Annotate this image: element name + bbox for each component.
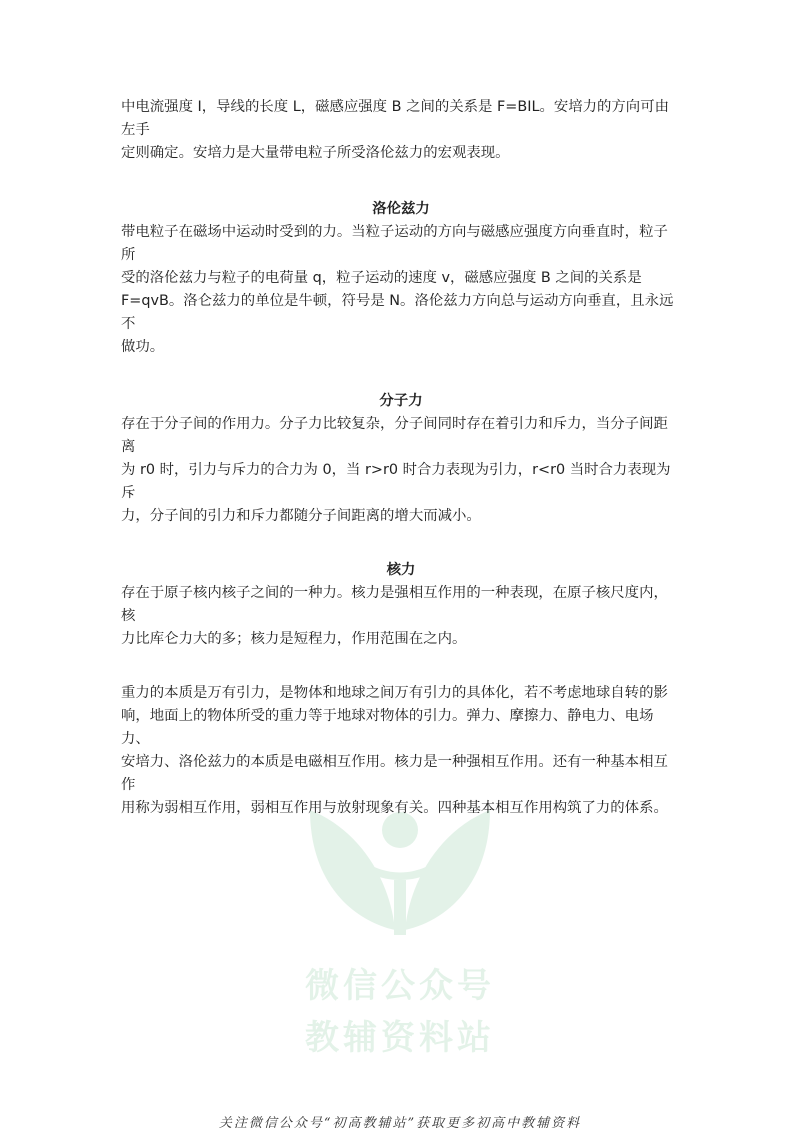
molecular-line-3: 力，分子间的引力和斥力都随分子间距离的增大而减小。 (121, 508, 481, 524)
lorentz-line-4: 做功。 (121, 339, 165, 355)
section-heading-nuclear: 核力 (386, 562, 416, 578)
lorentz-line-3: F=qvB。洛仑兹力的单位是牛顿，符号是 N。洛伦兹力方向总与运动方向垂直，且永远不 (121, 293, 674, 332)
document-body (121, 96, 681, 820)
nuclear-line-2: 力比库仑力大的多；核力是短程力，作用范围在之内。 (121, 631, 467, 647)
summary-line-2: 响，地面上的物体所受的重力等于地球对物体的引力。弹力、摩擦力、静电力、电场力、 (121, 708, 654, 747)
lorentz-line-1: 带电粒子在磁场中运动时受到的力。当粒子运动的方向与磁感应强度方向垂直时，粒子所 (121, 224, 668, 263)
section-heading-lorentz: 洛伦兹力 (372, 201, 430, 217)
watermark-line-2: 教辅资料站 (305, 1018, 495, 1058)
footer-note: 关注微信公众号“初高教辅站”获取更多初高中教辅资料 (218, 1116, 582, 1131)
intro-line-2: 定则确定。安培力是大量带电粒子所受洛伦兹力的宏观表现。 (121, 145, 510, 161)
molecular-line-1: 存在于分子间的作用力。分子力比较复杂，分子间同时存在着引力和斥力，当分子间距离 (121, 416, 668, 455)
intro-line-1: 中电流强度 I，导线的长度 L，磁感应强度 B 之间的关系是 F=BIL。安培力的方向可由左手 (121, 99, 669, 138)
watermark-line-1: 微信公众号 (305, 966, 495, 1006)
summary-line-3: 安培力、洛伦兹力的本质是电磁相互作用。核力是一种强相互作用。还有一种基本相互作 (121, 754, 668, 793)
molecular-line-2: 为 r0 时，引力与斥力的合力为 0，当 r>r0 时合力表现为引力，r<r0 当时合力表现为斥 (121, 462, 671, 501)
sprout-leaves-icon (290, 790, 510, 950)
lorentz-line-2: 受的洛伦兹力与粒子的电荷量 q，粒子运动的速度 v，磁感应强度 B 之间的关系是 (121, 270, 642, 286)
watermark (290, 790, 510, 1060)
nuclear-line-1: 存在于原子核内核子之间的一种力。核力是强相互作用的一种表现，在原子核尺度内，核 (121, 585, 668, 624)
section-heading-molecular: 分子力 (379, 393, 423, 409)
summary-line-1: 重力的本质是万有引力，是物体和地球之间万有引力的具体化，若不考虑地球自转的影 (121, 685, 668, 701)
summary-line-4: 用称为弱相互作用，弱相互作用与放射现象有关。四种基本相互作用构筑了力的体系。 (121, 800, 668, 816)
